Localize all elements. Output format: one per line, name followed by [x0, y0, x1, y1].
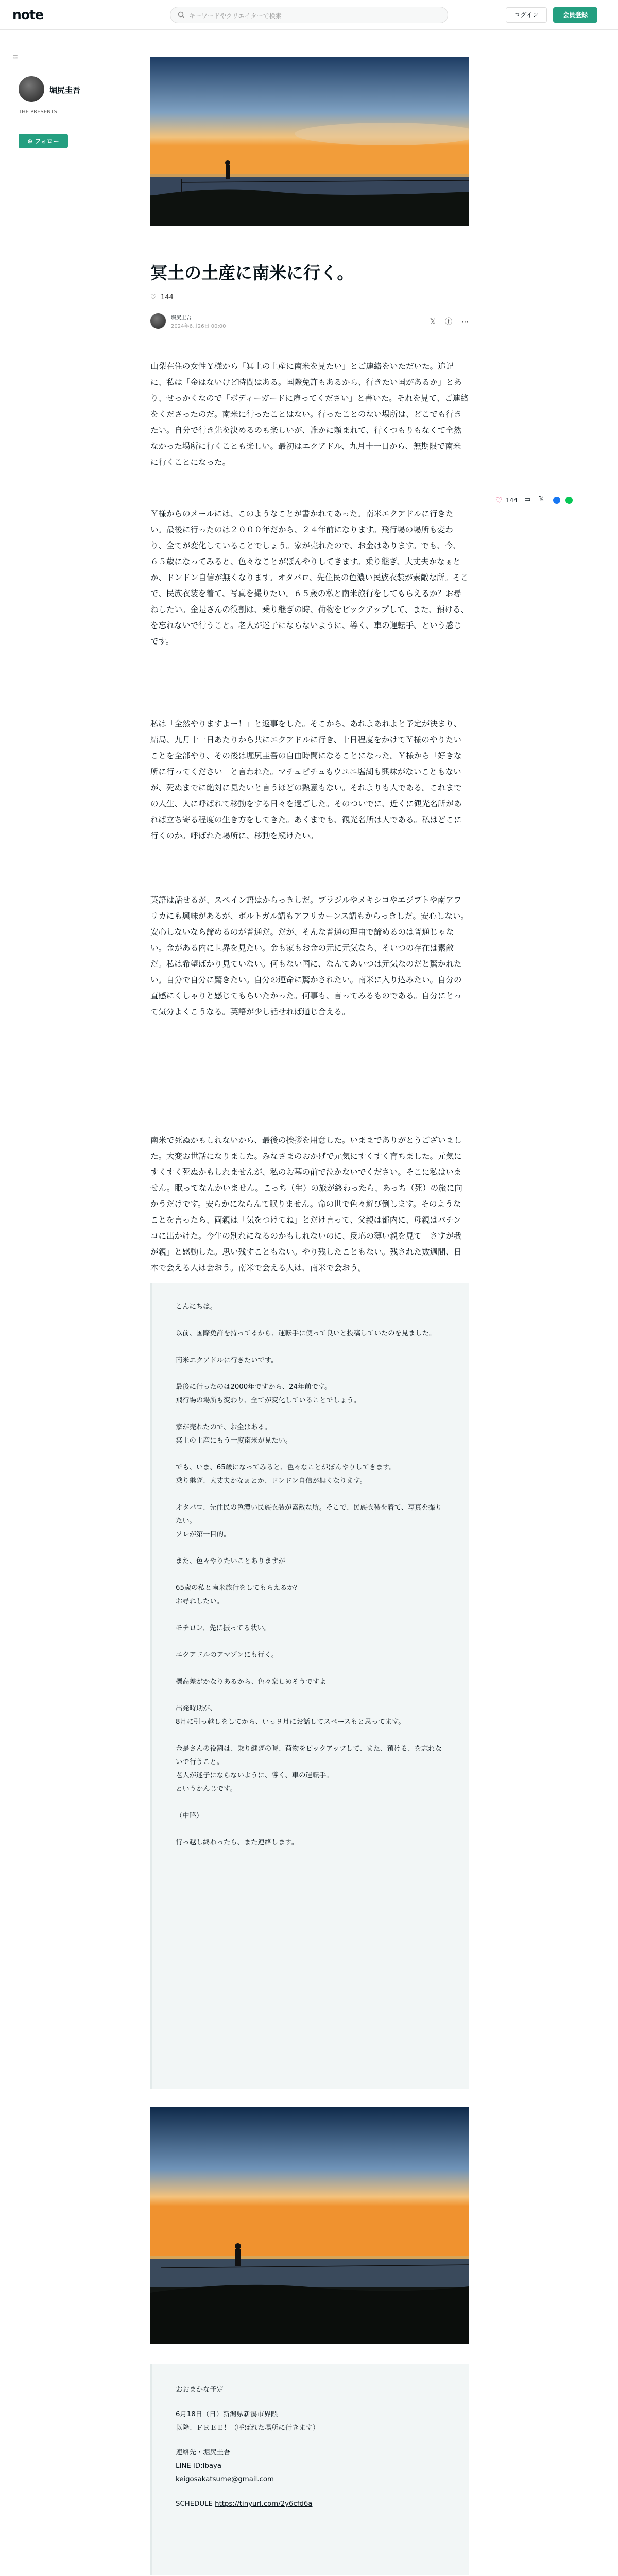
- quote-line: 65歳の私と南米旅行をしてもらえるか？ お尋ねしたい。: [176, 1584, 301, 1605]
- author-avatar[interactable]: [19, 76, 44, 102]
- info-line: おおまかな予定: [176, 2386, 224, 2394]
- quote-line: 家が売れたので、お金はある。 冥土の土産にもう一度南米が見たい。: [176, 1423, 293, 1445]
- search-icon: [178, 11, 185, 19]
- quoted-email: [150, 1283, 469, 2089]
- facebook-icon[interactable]: ⓕ: [445, 318, 452, 326]
- quote-line: モチロン、先に振ってる状い。: [176, 1624, 271, 1632]
- share-buttons: [421, 316, 469, 327]
- author-name-small[interactable]: 堀尻圭吾: [171, 315, 192, 321]
- schedule-link[interactable]: https://tinyurl.com/2y6cfd6a: [215, 2500, 313, 2508]
- follow-button[interactable]: [19, 134, 68, 148]
- article-photo: [150, 2107, 469, 2344]
- x-icon[interactable]: 𝕏: [430, 318, 436, 326]
- quote-line: また、色々やりたいことありますが: [176, 1557, 285, 1565]
- author-avatar-small[interactable]: [150, 313, 166, 329]
- paragraph: 山梨在住の女性Ｙ様から「冥土の土産に南米を見たい」とご連絡をいただいた。追記に、私は「金はないけど時間はある。国際免許もあるから、行きたい国があるか」とあり、せっかくなので「ボディーガードに雇ってください」と書いた。それを見て、ご連絡をくださったのだ。南米に行ったことはない。行ったことのない場所は、どこでも行きたい。自分で行き先を決めるのも楽しいが、誰かに頼まれて、行くつもりもなくて全然なかった場所に行くことも楽しい。最初はエクアドル、九月十一日から、無期限で南米に行くことになった。: [150, 362, 469, 467]
- quote-line: 以前、国際免許を持ってるから、運転手に使って良いと投稿していたのを見ました。: [176, 1330, 436, 1337]
- hero-image: [150, 57, 469, 226]
- sunset-sea-photo: [150, 57, 469, 226]
- line-icon[interactable]: [565, 497, 573, 504]
- login-button[interactable]: ログイン: [506, 7, 547, 23]
- magazine-icon[interactable]: ☲: [12, 54, 18, 61]
- note-logo[interactable]: note: [12, 7, 43, 22]
- follow-label: フォロー: [35, 138, 59, 145]
- search-input[interactable]: [170, 7, 448, 23]
- more-icon[interactable]: ⋯: [461, 318, 469, 326]
- publish-date: 2024年6月26日 00:00: [171, 324, 226, 329]
- sunset-sea-photo: [150, 2107, 469, 2344]
- quote-line: でも、いま、65歳になってみると、色々なことがぼんやりしてきます。 乗り継ぎ、大丈夫かなぁとか、ドンドン自信が無くなります。: [176, 1464, 397, 1485]
- magazine-name[interactable]: THE PRESENTS: [19, 109, 58, 115]
- quote-line: 南米エクアドルに行きたいです。: [176, 1357, 278, 1364]
- quote-line: 金是さんの役割は、乗り継ぎの時、荷物をピックアップして、また、預ける、を忘れないで行うこと。 老人が迷子にならないように、導く、車の運転手。 というかんじです。: [176, 1745, 442, 1793]
- like-count: 144: [506, 497, 518, 504]
- quote-line: 行っ越し終わったら、また連絡します。: [176, 1839, 299, 1846]
- quote-line: エクアドルのアマゾンにも行く。: [176, 1651, 278, 1659]
- facebook-icon[interactable]: [553, 497, 560, 504]
- heart-icon[interactable]: ♡: [150, 294, 157, 301]
- register-button[interactable]: 会員登録: [553, 7, 597, 23]
- schedule-label: SCHEDULE: [176, 2500, 215, 2508]
- author-name[interactable]: 堀尻圭吾: [49, 86, 81, 95]
- paragraph: Ｙ様からのメールには、このようなことが書かれてあった。南米エクアドルに行きたい。最後に行ったのは２０００年だから、２４年前になります。飛行場の場所も変わり、全てが変化していることでしょう。家が売れたので、お金はあります。でも、今、６５歳になってみると、色々なことがぼんやりしてきます。乗り継ぎ、大丈夫かなぁとか、ドンドン自信が無くなります。オタバロ、先住民の色濃い民族衣装が素敵な所。そこで、民族衣装を着て、写真を撮りたい。６５歳の私と南米旅行をしてもらえるか？お尋ねしたい。金是さんの役割は、乗り継ぎの時、荷物をピックアップして、また、預ける、を忘れないで行うこと。老人が迷子にならないように、導く、車の運転手、という感じです。: [150, 509, 469, 646]
- like-count: 144: [160, 294, 174, 301]
- info-line: 連絡先・堀尻圭吾 LINE ID:Ibaya keigosakatsume@gmail.com: [176, 2449, 274, 2483]
- search-placeholder: キーワードやクリエイターで検索: [189, 12, 282, 20]
- quote-line: （中略）: [176, 1812, 203, 1820]
- comment-icon[interactable]: ▭: [524, 496, 531, 503]
- author-row: [150, 311, 469, 331]
- user-plus-icon: ⊕: [27, 138, 35, 145]
- sidebar-author: [12, 54, 126, 145]
- schedule-box: [150, 2364, 469, 2575]
- quote-line: 出発時期が、 8月に引っ越しをしてから、いっ９月にお話してスペースもと思ってます。: [176, 1705, 405, 1726]
- quote-line: 標高差がかなりあるから、色々楽しめそうですよ: [176, 1678, 327, 1686]
- site-header: [0, 0, 618, 30]
- paragraph: 英語は話せるが、スペイン語はからっきしだ。ブラジルやメキシコやエジプトや南アフリカにも興味があるが、ポルトガル語もアフリカーンス語もからっきしだ。安心しない。安心しないなら諦めるのが普通だ。だが、そんな普通の理由で諦めるのは普通じゃない。金がある内に世界を見たい。金も家もお金の元に元気なら、そいつの存在は素敵だ。私は希望ばかり見ていない。何もない国に、なんてあいつは元気なのだと驚かれたい。自分で自分に驚きたい。自分の運命に驚かされたい。南米に入り込みたい。自分の直感にくしゃりと感じてもらいたかった。何事も、言ってみるものである。自分にとって気分よくこうなる。英語が少し話せれば通じ合える。: [150, 895, 469, 1016]
- quote-line: オタバロ、先住民の色濃い民族衣装が素敵な所。そこで、民族衣装を着て、写真を撮りたい。 ソレが第一目的。: [176, 1504, 442, 1538]
- quote-line: 最後に行ったのは2000年ですから、24年前です。 飛行場の場所も変わり、全てが変化していることでしょう。: [176, 1383, 361, 1404]
- x-icon[interactable]: 𝕏: [539, 496, 544, 503]
- heart-icon[interactable]: ♡: [495, 496, 503, 505]
- info-line: 6月18日（日）新潟県新潟市界隈 以降、ＦＲＥＥ！（呼ばれた場所に行きます）: [176, 2411, 320, 2432]
- quote-line: こんにちは。: [176, 1303, 217, 1311]
- article-likes[interactable]: [150, 294, 174, 301]
- paragraph: 私は「全然やりますよー！」と返事をした。そこから、あれよあれよと予定が決まり、結局、九月十一日あたりから共にエクアドルに行き、十日程度をかけてＹ様のやりたいことを全部やり、その後は堀尻圭吾の自由時間になることになった。Ｙ様から「好きな所に行ってください」と言われた。マチュピチュもウユニ塩湖も興味がないこともないが、死ぬまでに絶対に見たいと言うほどの熱意もない。それよりも人である。これまでの人生、人に呼ばれて移動をする日々を過ごした。そのついでに、近くに観光名所があれば立ち寄る程度の生き方をしてきた。あくまでも、観光名所は人である。私はどこに行くのか。呼ばれた場所に、移動を続けたい。: [150, 719, 462, 840]
- article-title: 冥土の土産に南米に行く。: [150, 263, 354, 283]
- floating-action-bar: [495, 495, 609, 507]
- paragraph: 南米で死ぬかもしれないから、最後の挨拶を用意した。いままでありがとうございました。大変お世話になりました。みなさまのおかげで元気にすくすく育ちました。元気にすくすく死ぬかもしれませんが、私のお墓の前で泣かないでください。そこに私はいません。眠ってなんかいません。こっち（生）の旅が終わったら、あっち（死）の旅に向かうだけです。安らかにならんて眠りません。命の世で色々遊び倒します。そのようなことを言ったら、両親は「気をつけてね」とだけ言って、父親は都内に、母親はパチンコに出かけた。今生の別れになるのかもしれないのに、反応の薄い親を見て「さすが我が親」と感動した。思い残すこともない。やり残したこともない。残された数週間、日本で会える人は会おう。南米で会える人は、南米で会おう。: [150, 1136, 462, 1273]
